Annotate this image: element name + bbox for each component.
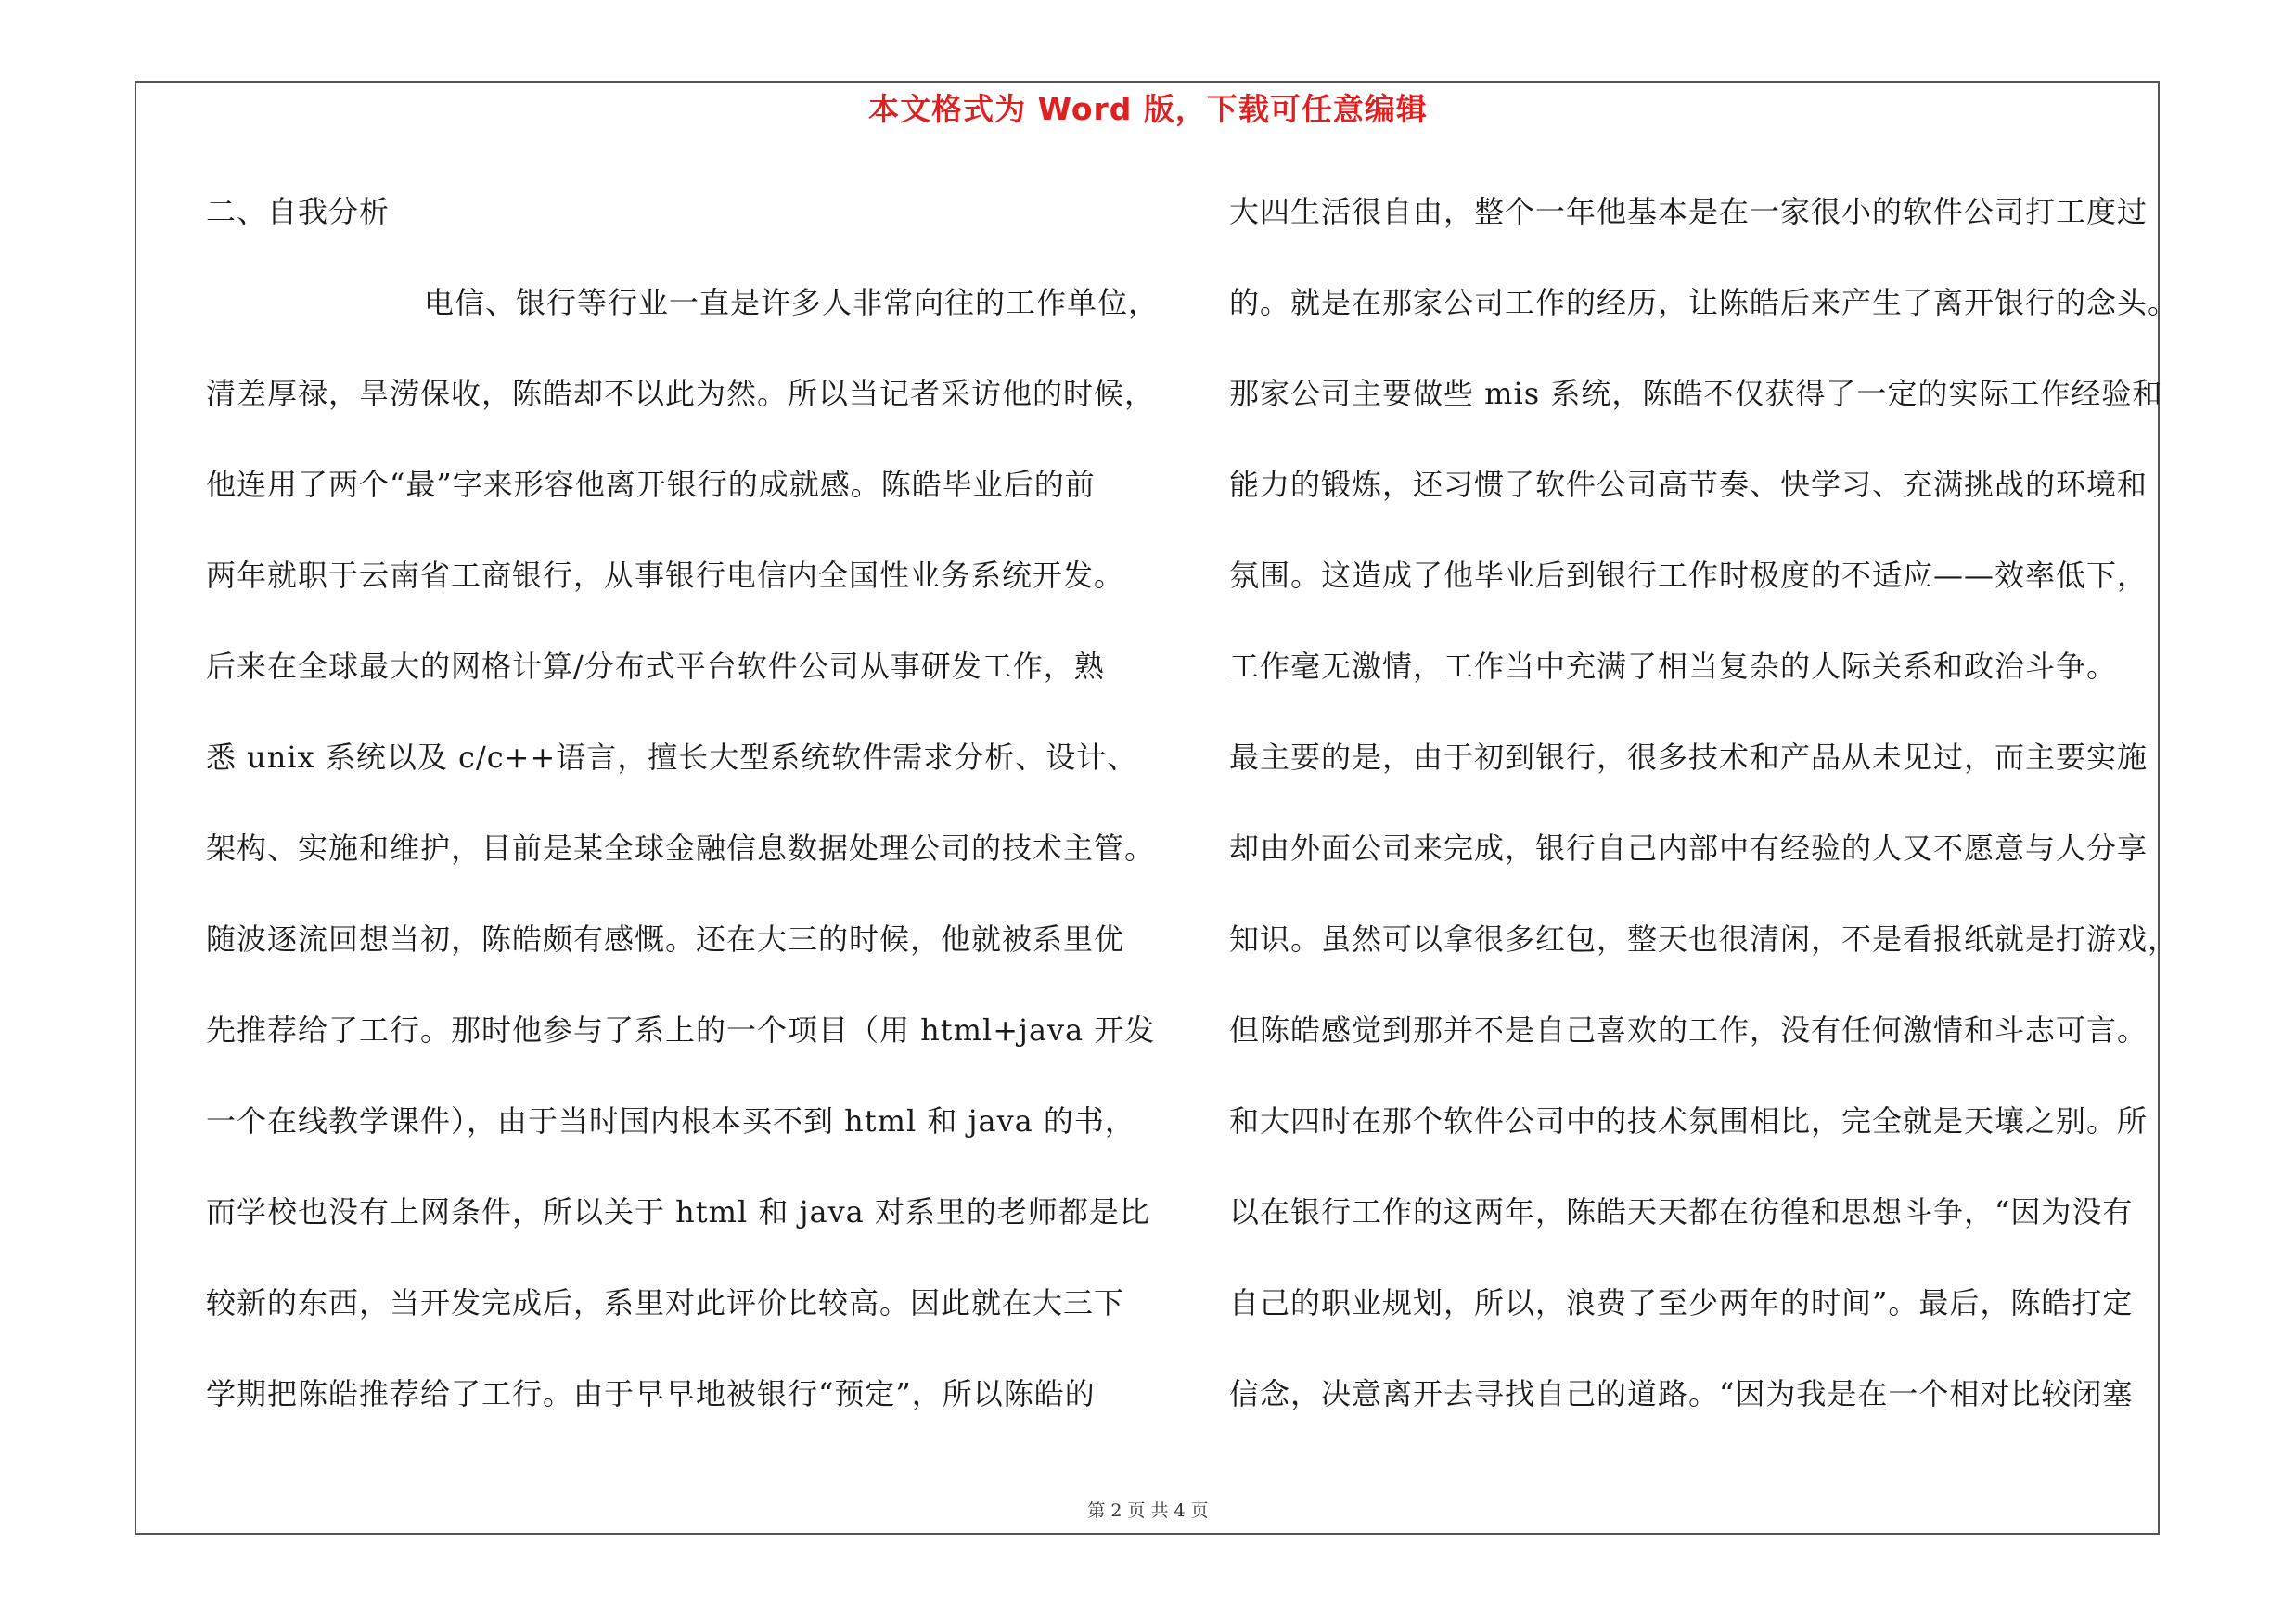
text-line: 能力的锻炼，还习惯了软件公司高节奏、快学习、充满挑战的环境和 [1229,467,2148,502]
text-line: 最主要的是，由于初到银行，很多技术和产品从未见过，而主要实施 [1229,740,2148,775]
text-line: 先推荐给了工行。那时他参与了系上的一个项目（用 html+java 开发 [206,1012,1156,1048]
text-line: 随波逐流回想当初，陈皓颇有感慨。还在大三的时候，他就被系里优 [206,921,1125,957]
text-line: 一个在线教学课件），由于当时国内根本买不到 html 和 java 的书， [206,1103,1135,1139]
text-line: 那家公司主要做些 mis 系统，陈皓不仅获得了一定的实际工作经验和 [1229,376,2163,411]
text-line: 大四生活很自由，整个一年他基本是在一家很小的软件公司打工度过 [1229,194,2148,229]
text-line: 知识。虽然可以拿很多红包，整天也很清闲，不是看报纸就是打游戏， [1229,921,2179,957]
section-heading: 二、自我分析 [206,194,391,229]
text-line: 电信、银行等行业一直是许多人非常向往的工作单位， [424,285,1160,320]
right-text-column [1229,186,2179,1459]
format-banner: 本文格式为 Word 版，下载可任意编辑 [868,91,1428,127]
text-line: 信念，决意离开去寻找自己的道路。“因为我是在一个相对比较闭塞 [1229,1376,2134,1411]
text-line: 工作毫无激情，工作当中充满了相当复杂的人际关系和政治斗争。 [1229,649,2118,684]
text-line: 架构、实施和维护，目前是某全球金融信息数据处理公司的技术主管。 [206,831,1156,866]
text-line: 他连用了两个“最”字来形容他离开银行的成就感。陈皓毕业后的前 [206,467,1096,502]
text-line: 以在银行工作的这两年，陈皓天天都在彷徨和思想斗争，“因为没有 [1229,1194,2134,1230]
text-line: 的。就是在那家公司工作的经历，让陈皓后来产生了离开银行的念头。 [1229,285,2179,320]
text-line: 后来在全球最大的网格计算/分布式平台软件公司从事研发工作，熟 [206,649,1105,684]
text-line: 但陈皓感觉到那并不是自己喜欢的工作，没有任何激情和斗志可言。 [1229,1012,2148,1048]
text-line: 清差厚禄，旱涝保收，陈皓却不以此为然。所以当记者采访他的时候， [206,376,1156,411]
text-line: 而学校也没有上网条件，所以关于 html 和 java 对系里的老师都是比 [206,1194,1150,1230]
text-line: 却由外面公司来完成，银行自己内部中有经验的人又不愿意与人分享 [1229,831,2148,866]
text-line: 自己的职业规划，所以，浪费了至少两年的时间”。最后，陈皓打定 [1229,1285,2134,1320]
left-text-column [206,186,1161,1459]
text-line: 较新的东西，当开发完成后，系里对此评价比较高。因此就在大三下 [206,1285,1125,1320]
text-line: 学期把陈皓推荐给了工行。由于早早地被银行“预定”，所以陈皓的 [206,1376,1096,1411]
text-line: 悉 unix 系统以及 c/c++语言，擅长大型系统软件需求分析、设计、 [206,740,1138,775]
text-line: 氛围。这造成了他毕业后到银行工作时极度的不适应——效率低下， [1229,558,2148,593]
text-line: 和大四时在那个软件公司中的技术氛围相比，完全就是天壤之别。所 [1229,1103,2148,1139]
page-number-footer: 第 2 页 共 4 页 [1087,1501,1209,1521]
text-line: 两年就职于云南省工商银行，从事银行电信内全国性业务系统开发。 [206,558,1125,593]
